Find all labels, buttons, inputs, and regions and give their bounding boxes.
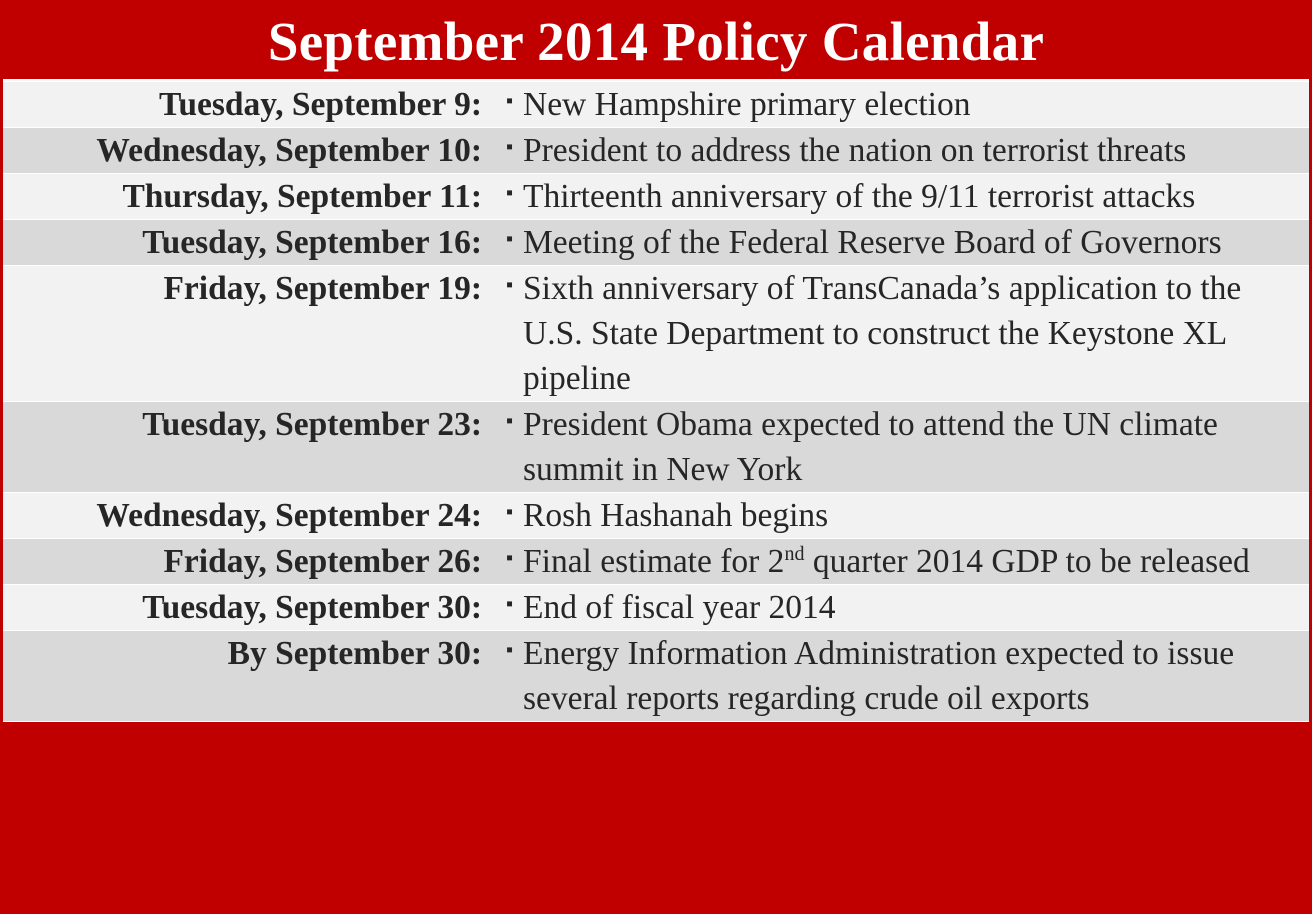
event-description: Thirteenth anniversary of the 9/11 terrorist attacks	[523, 178, 1196, 215]
event-cell	[488, 631, 1309, 721]
event-description: Energy Information Administration expected to issue several reports regarding crude oil exports	[523, 635, 1235, 717]
event-date: By September 30:	[227, 635, 482, 672]
calendar-row	[3, 585, 1309, 631]
square-bullet-icon: ▪	[506, 547, 514, 569]
event-cell	[488, 174, 1309, 219]
calendar-row	[3, 493, 1309, 539]
event-description	[523, 539, 1309, 584]
event-date: Friday, September 26:	[163, 543, 482, 580]
event-date: Tuesday, September 9:	[159, 86, 482, 123]
square-bullet-icon: ▪	[506, 90, 514, 112]
calendar-row	[3, 266, 1309, 402]
event-description: President to address the nation on terrorist threats	[523, 132, 1187, 169]
ordinal-superscript: nd	[784, 542, 805, 565]
event-cell	[488, 128, 1309, 173]
calendar-row	[3, 220, 1309, 266]
calendar-row	[3, 174, 1309, 220]
event-cell	[488, 266, 1309, 401]
event-date: Tuesday, September 16:	[142, 224, 482, 261]
calendar-rows	[3, 82, 1309, 722]
calendar-row	[3, 128, 1309, 174]
square-bullet-icon: ▪	[506, 410, 514, 432]
event-description: Meeting of the Federal Reserve Board of Governors	[523, 224, 1222, 261]
event-description: End of fiscal year 2014	[523, 589, 836, 626]
event-date: Wednesday, September 24:	[96, 497, 482, 534]
event-cell	[488, 585, 1309, 630]
calendar-row	[3, 631, 1309, 722]
calendar-row	[3, 402, 1309, 493]
event-description: New Hampshire primary election	[523, 86, 971, 123]
square-bullet-icon: ▪	[506, 228, 514, 250]
event-date: Tuesday, September 30:	[142, 589, 482, 626]
square-bullet-icon: ▪	[506, 274, 514, 296]
square-bullet-icon: ▪	[506, 501, 514, 523]
event-text-part: quarter 2014 GDP to be released	[804, 543, 1250, 580]
event-description: Rosh Hashanah begins	[523, 497, 829, 534]
event-text-part: Final estimate for 2	[523, 543, 785, 580]
event-description: Sixth anniversary of TransCanada’s application to the U.S. State Department to construct the Keystone XL pipeline	[523, 270, 1242, 397]
square-bullet-icon: ▪	[506, 182, 514, 204]
square-bullet-icon: ▪	[506, 136, 514, 158]
event-cell	[488, 220, 1309, 265]
event-cell	[488, 82, 1309, 127]
event-date: Thursday, September 11:	[122, 178, 482, 215]
calendar-row	[3, 82, 1309, 128]
square-bullet-icon: ▪	[506, 639, 514, 661]
square-bullet-icon: ▪	[506, 593, 514, 615]
event-cell	[488, 539, 1309, 584]
event-date: Friday, September 19:	[163, 270, 482, 307]
calendar-title: September 2014 Policy Calendar	[3, 3, 1309, 82]
event-date: Wednesday, September 10:	[96, 132, 482, 169]
event-cell	[488, 493, 1309, 538]
event-cell	[488, 402, 1309, 492]
event-date: Tuesday, September 23:	[142, 406, 482, 443]
event-description: President Obama expected to attend the UN climate summit in New York	[523, 406, 1218, 488]
calendar-row	[3, 539, 1309, 585]
